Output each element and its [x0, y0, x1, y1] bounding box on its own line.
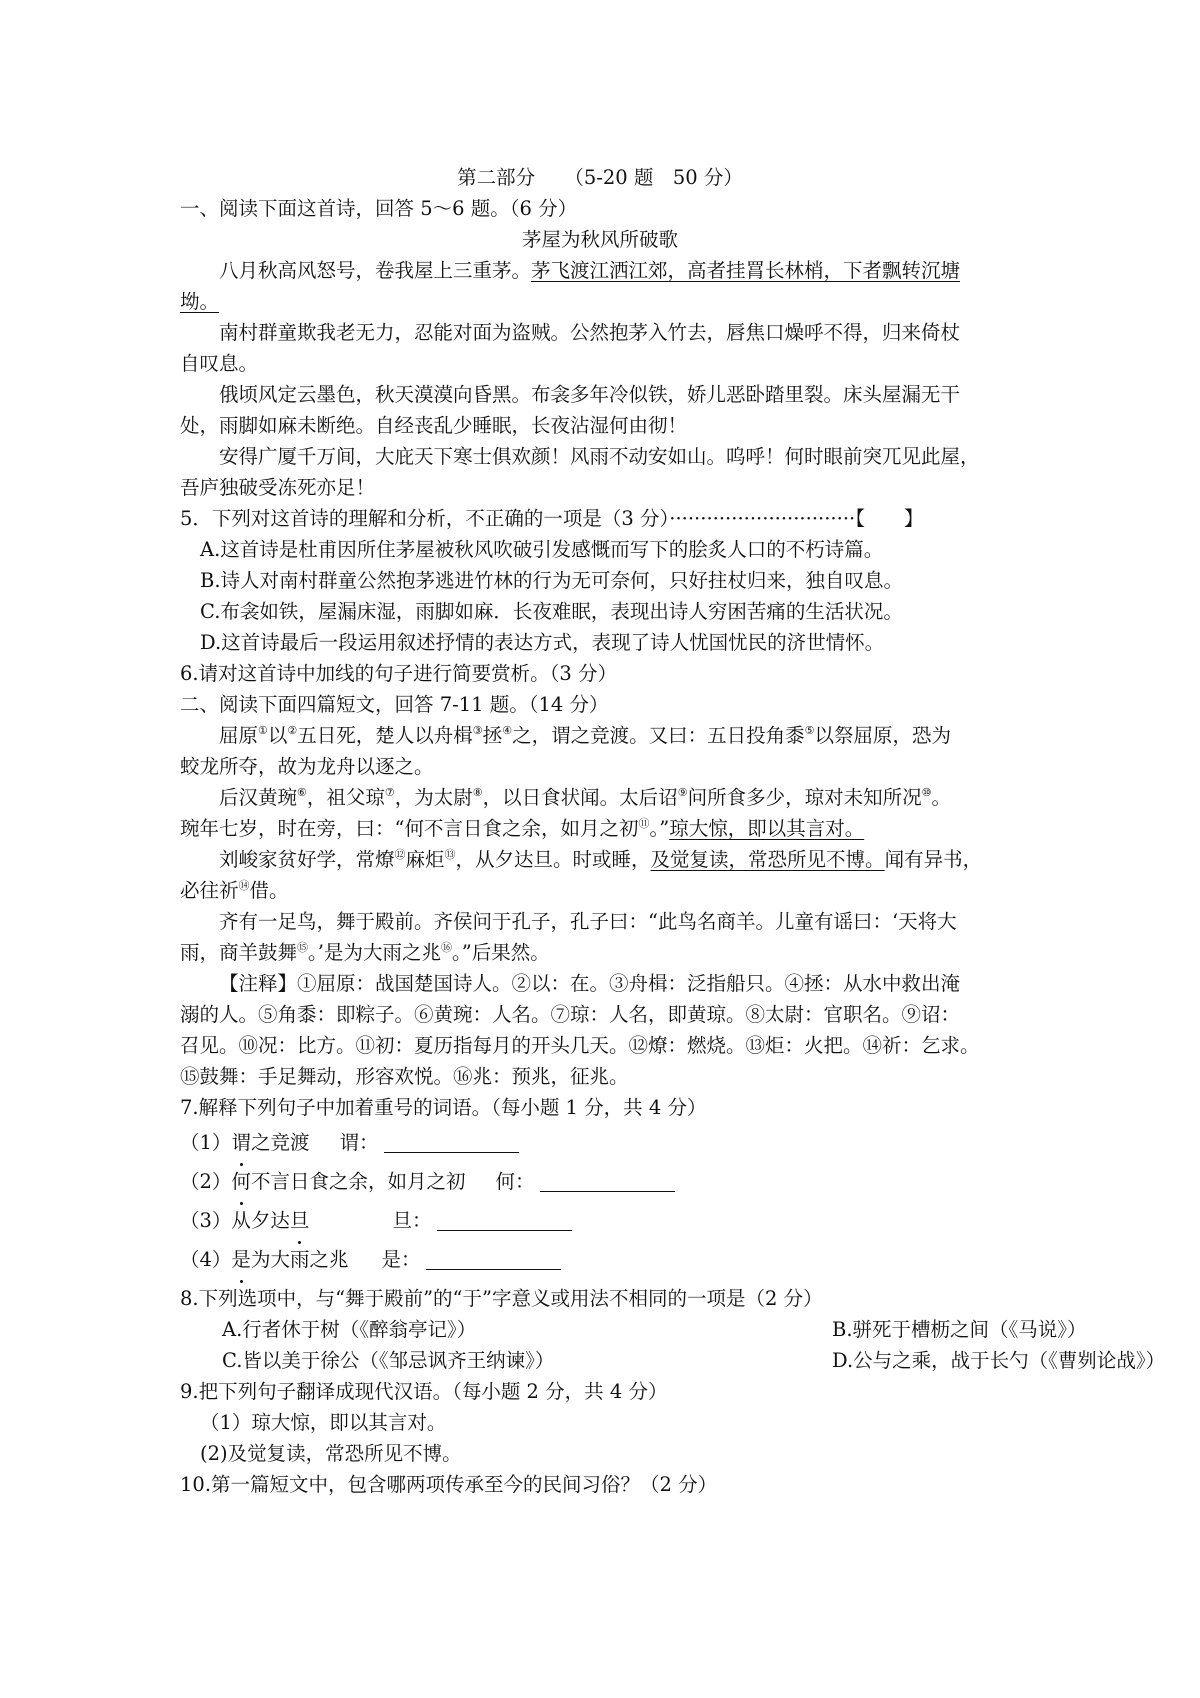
answer-blank[interactable] [426, 1247, 561, 1270]
question-8-row-1 [222, 1314, 1087, 1346]
poem-stanza-3-line-2: 处，雨脚如麻未断绝。自经丧乱少睡眠，长夜沾湿何由彻！ [180, 414, 688, 437]
answer-blank[interactable] [437, 1208, 572, 1231]
question-5-option-d: D.这首诗最后一段运用叙述抒情的表达方式，表现了诗人忧国忧民的济世情怀。 [200, 631, 885, 654]
text-3-line-2: 必往祈⑭借。 [180, 879, 289, 902]
text-2-line-1: 后汉黄琬⑥，祖父琼⑦，为太尉⑧，以日食状闻。太后诏⑨问所食多少，琼对未知所况⑩。 [219, 786, 951, 809]
question-7-stem: 7.解释下列句子中加着重号的词语。（每小题 1 分，共 4 分） [180, 1096, 707, 1119]
notes-line-2: 溺的人。⑤角黍：即粽子。⑥黄琬：人名。⑦琼：人名，即黄琼。⑧太尉：官职名。⑨诏： [180, 1003, 961, 1026]
notes-line-4: ⑮鼓舞：手足舞动，形容欢悦。⑯兆：预兆，征兆。 [180, 1065, 629, 1088]
answer-bracket: 【 】 [855, 507, 924, 530]
question-8-option-a: A.行者休于树（《醉翁亭记》） [222, 1318, 477, 1341]
question-7-item-4: （4）是为大雨之兆 是： [180, 1244, 1020, 1276]
section-2-heading: 二、阅读下面四篇短文，回答 7-11 题。（14 分） [180, 693, 609, 716]
part-title: 第二部分 （5-20 题 50 分） [457, 166, 743, 189]
question-5-option-b: B.诗人对南村群童公然抱茅逃进竹林的行为无可奈何，只好拄杖归来，独自叹息。 [200, 569, 904, 592]
question-8-option-c: C.皆以美于徐公（《邹忌讽齐王纳谏》） [222, 1349, 555, 1372]
underlined-sentence: 及觉复读，常恐所见不博。 [650, 848, 885, 871]
text-2-line-2: 琬年七岁，时在旁，曰：“何不言日食之余，如月之初⑪。”琼大惊，即以其言对。 [180, 817, 865, 840]
question-7-item-2: （2）何不言日食之余，如月之初 何： [180, 1166, 1020, 1198]
poem-title: 茅屋为秋风所破歌 [521, 228, 678, 251]
poem-stanza-1-line-2: 坳。 [180, 290, 220, 313]
text-1-line-1: 屈原①以②五日死，楚人以舟楫③拯④之，谓之竞渡。又曰：五日投角黍⑤以祭屈原，恐为 [219, 724, 951, 747]
answer-blank[interactable] [540, 1169, 675, 1192]
text-4-line-1: 齐有一足鸟，舞于殿前。齐侯问于孔子，孔子曰：“此鸟名商羊。儿童有谣曰：‘天将大 [219, 910, 957, 933]
poem-stanza-1-line-1: 八月秋高风怒号，卷我屋上三重茅。茅飞渡江洒江郊，高者挂罥长林梢，下者飘转沉塘 [219, 259, 961, 282]
notes-line-1: 【注释】①屈原：战国楚国诗人。②以：在。③舟楫：泛指船只。④拯：从水中救出淹 [219, 972, 961, 995]
underlined-sentence: 茅飞渡江洒江郊，高者挂罥长林梢，下者飘转沉塘 [531, 259, 961, 282]
question-10: 10.第一篇短文中，包含哪两项传承至今的民间习俗？（2 分） [180, 1473, 718, 1496]
question-5-option-a: A.这首诗是杜甫因所住茅屋被秋风吹破引发感慨而写下的脍炙人口的不朽诗篇。 [200, 538, 884, 561]
underlined-sentence: 琼大惊，即以其言对。 [669, 817, 865, 840]
question-5-option-c: C.布衾如铁，屋漏床湿，雨脚如麻．长夜难眠，表现出诗人穷困苦痛的生活状况。 [200, 600, 903, 623]
notes-line-3: 召见。⑩况：比方。⑪初：夏历指每月的开头几天。⑫燎：燃烧。⑬炬：火把。⑭祈：乞求。 [180, 1034, 980, 1057]
text-1-line-2: 蛟龙所夺，故为龙舟以逐之。 [180, 755, 434, 778]
answer-blank[interactable] [384, 1130, 519, 1153]
question-8-option-b: B.骈死于槽枥之间（《马说》） [832, 1318, 1087, 1341]
question-9-item-2: (2)及觉复读，常恐所见不博。 [200, 1442, 462, 1465]
poem-stanza-3-line-1: 俄顷风定云墨色，秋天漠漠向昏黑。布衾多年冷似铁，娇儿恶卧踏里裂。床头屋漏无干 [219, 383, 961, 406]
text-3-line-1: 刘峻家贫好学，常燎⑫麻炬⑬，从夕达旦。时或睡，及觉复读，常恐所见不博。闻有异书， [219, 848, 983, 871]
poem-stanza-2-line-1: 南村群童欺我老无力，忍能对面为盗贼。公然抱茅入竹去，唇焦口燥呼不得，归来倚杖 [219, 321, 961, 344]
question-6: 6.请对这首诗中加线的句子进行简要赏析。（3 分） [180, 662, 617, 685]
question-8-option-d: D.公与之乘，战于长勺（《曹刿论战》） [832, 1349, 1166, 1372]
text-4-line-2: 雨，商羊鼓舞⑮。’是为大雨之兆⑯。”后果然。 [180, 941, 550, 964]
section-1-heading: 一、阅读下面这首诗，回答 5～6 题。（6 分） [180, 197, 578, 220]
question-8-row-2 [222, 1345, 1166, 1377]
poem-stanza-4-line-1: 安得广厦千万间，大庇天下寒士俱欢颜！风雨不动安如山。呜呼！何时眼前突兀见此屋， [219, 445, 980, 468]
poem-stanza-4-line-2: 吾庐独破受冻死亦足！ [180, 476, 376, 499]
question-9-item-1: （1）琼大惊，即以其言对。 [200, 1411, 447, 1434]
question-7-item-3: （3）从夕达旦 旦： [180, 1205, 1020, 1237]
question-5-stem: 5．下列对这首诗的理解和分析，不正确的一项是（3 分）······························【 】 [180, 507, 924, 530]
question-8-stem: 8.下列选项中，与“舞于殿前”的“于”字意义或用法不相同的一项是（2 分） [180, 1287, 823, 1310]
question-9-stem: 9.把下列句子翻译成现代汉语。（每小题 2 分，共 4 分） [180, 1380, 668, 1403]
poem-stanza-2-line-2: 自叹息。 [180, 352, 259, 375]
question-7-item-1: （1）谓之竞渡 谓： [180, 1127, 1020, 1159]
